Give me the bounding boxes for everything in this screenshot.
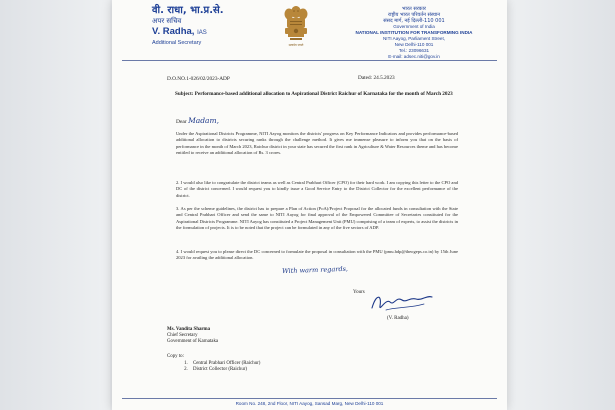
footer-address: Room No. 248, 2nd Floor, NITI Aayog, Sansad Marg, New Delhi-110 001 <box>235 401 384 406</box>
org-govt: Government of India <box>393 24 435 29</box>
org-city: New Delhi-110 001 <box>394 42 434 47</box>
org-hindi-name: राष्ट्रीय भारत परिवर्तन संस्थान <box>387 12 440 18</box>
background-right <box>505 0 615 410</box>
body-paragraph-3: 3. As per the scheme guidelines, the district has to prepare a Plan of Action (PoA)/Project Proposal for the allocated funds in consultation with the State and Central Prabhari Officer and send the same to NITI Aayog for final approval of the Empowered Committee of Secretaries constituted for the Aspirational Districts Programme. NITI Aayog has constituted a Project Management Unit (PMU) comprising of a team of experts, to assist the districts in the formulation of projects. It is to be noted that the project can be formulated in any of the five sectors of ADP. <box>176 206 458 230</box>
org-hindi-govt: भारत सरकार <box>402 6 426 12</box>
sender-hindi-title: अपर सचिव <box>152 17 182 25</box>
salutation <box>176 116 219 125</box>
sender-name-text: V. Radha, <box>152 26 195 37</box>
sender-name-suffix: IAS <box>197 30 207 36</box>
letter-date: Dated: 24.5.2023 <box>358 75 395 81</box>
sender-hindi-name: वी. राधा, भा.प्र.से. <box>152 5 224 16</box>
signature-image <box>366 288 436 318</box>
copy-to-list <box>189 361 260 374</box>
closing: Yours <box>353 290 365 295</box>
org-address: NITI Aayog, Parliament Street, <box>382 36 446 41</box>
addressee-govt: Government of Karnataka <box>167 339 219 345</box>
copy-to-item: 1. Central Prabhari Officer (Raichur) <box>189 361 260 368</box>
national-emblem-icon <box>280 2 312 48</box>
addressee-block <box>167 327 218 346</box>
salutation-handwritten: Madam, <box>188 116 219 125</box>
letter-page <box>112 0 507 410</box>
signatory-name: (V. Radha) <box>387 316 409 321</box>
footer-divider <box>122 398 497 399</box>
letterhead-left <box>152 5 292 47</box>
body-paragraph-4: 4. I would request you to please direct the DC concerned to formulate the proposal in consultation with the PMU (pmu.hdp@theogeps.co.in) by 15th June 2023 for availing the additional allocation. <box>176 249 458 261</box>
letterhead-divider <box>122 60 497 61</box>
addressee-name: Ms. Vandita Sharma <box>167 327 211 332</box>
org-hindi-address: संसद मार्ग, नई दिल्ली-110 001 <box>383 18 445 24</box>
body-paragraph-2: 2. I would also like to congratulate the district teams as well as Central Prabhari Officer (CPO) for their hard work. I am copying this letter to the CPO and DC of the district concerned. I would request you to kindly issue a Good Service Entry to the District Collector for the excellent performance of the district. <box>176 180 458 198</box>
copy-to-item: 2. District Collector (Raichur) <box>189 367 260 374</box>
handwritten-regards: With warm regards, <box>281 264 349 276</box>
org-email: E-mail: adsec.niti@gov.in <box>388 54 440 59</box>
salutation-prefix: Dear <box>176 119 187 125</box>
org-tel: Tel.: 23096631 <box>398 48 430 53</box>
sender-name <box>152 26 292 39</box>
addressee-title: Chief Secretary <box>167 333 198 339</box>
body-paragraph-1: Under the Aspirational Districts Programme, NITI Aayog monitors the districts' progress on Key Performance Indicators and provides performance-based additional allocation to districts securing ranks through the challenge method. It gives me immense pleasure to inform you that on the basis of performance in the month of March 2023, Raichur district in your state has secured the first rank in Agriculture & Water Resources theme and has become entitled to receive an additional allocation of Rs. 3 crores. <box>176 131 458 155</box>
copy-to-block <box>167 354 260 374</box>
org-name: NATIONAL INSTITUTION FOR TRANSFORMING INDIA <box>355 30 473 35</box>
subject-line: Subject: Performance-based additional allocation to Aspirational District Raichur of Karnataka for the month of March 2023 <box>175 91 453 97</box>
sender-title: Additional Secretary <box>152 40 202 46</box>
reference-number: D.O.NO.1-026/02/2023-ADP <box>167 76 230 82</box>
letterhead-right <box>334 6 494 60</box>
background-left <box>0 0 110 410</box>
copy-to-label: Copy to: <box>167 354 184 359</box>
svg-text:सत्यमेव जयते: सत्यमेव जयते <box>288 43 304 47</box>
